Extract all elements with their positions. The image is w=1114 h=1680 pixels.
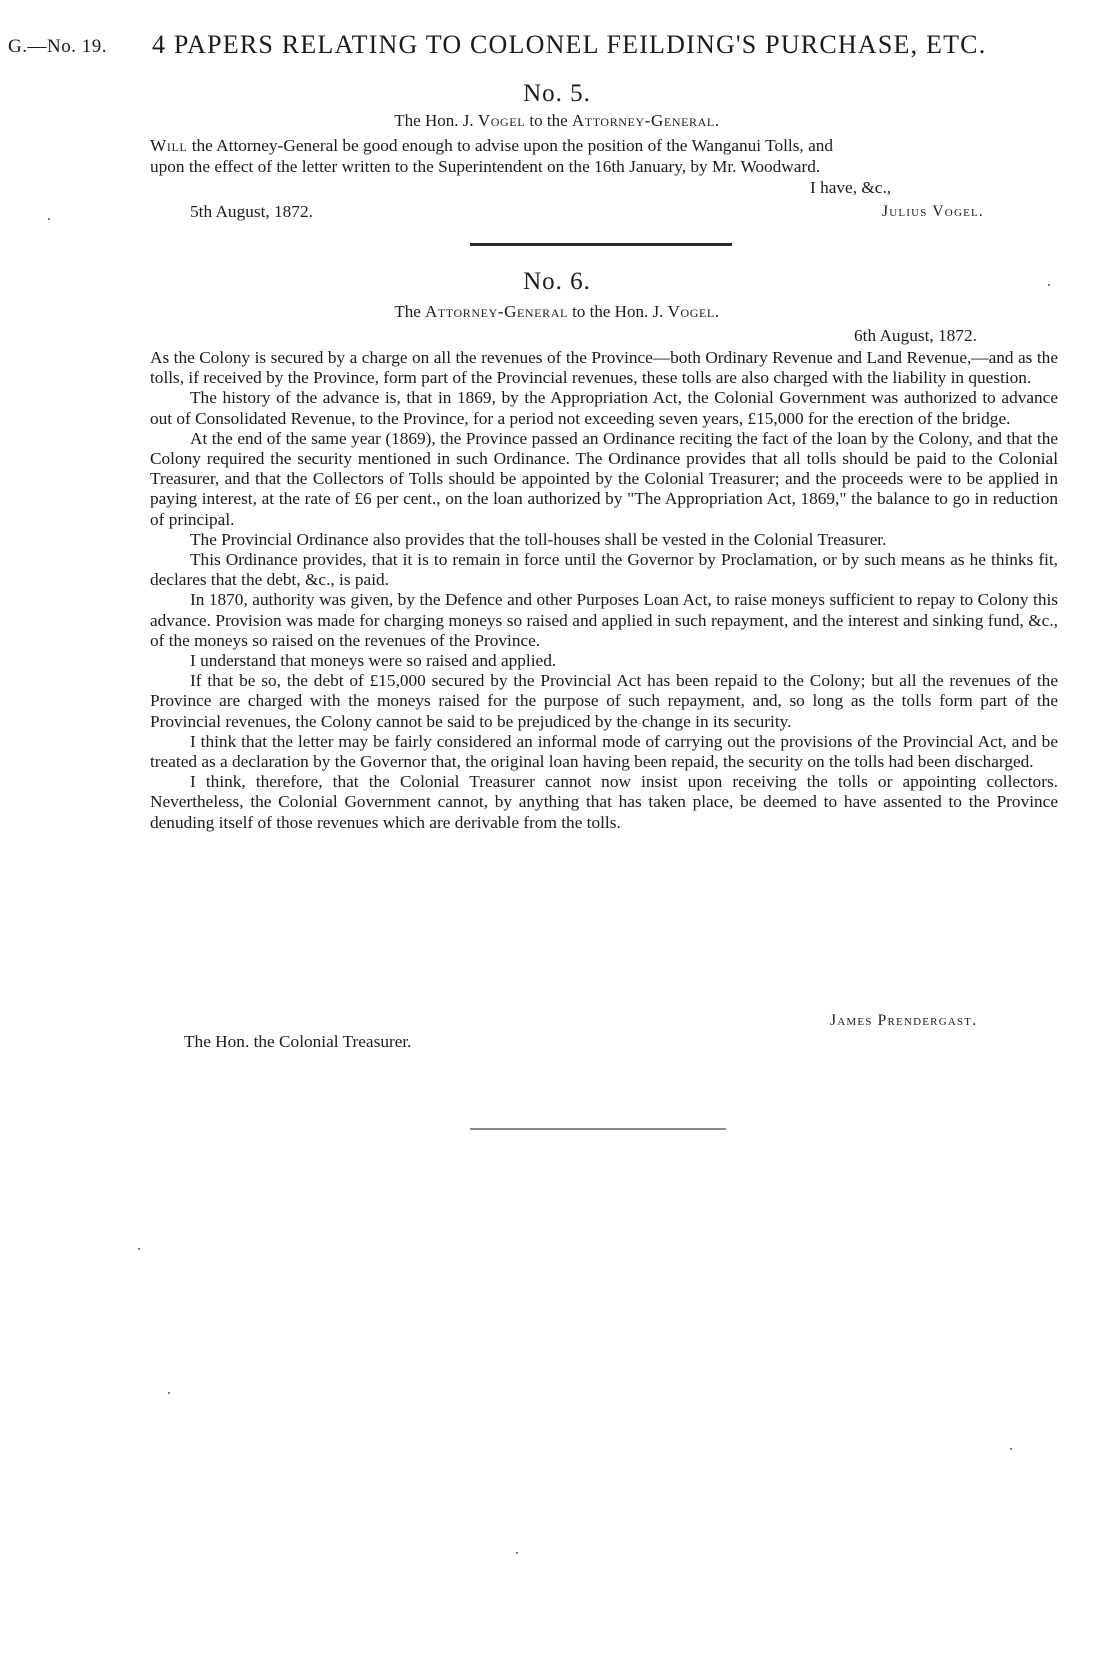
doc6-paragraph: In 1870, authority was given, by the Defence and other Purposes Loan Act, to raise moneys sufficient to repay to Colony this advance. Provision was made for charging moneys so raised and applied in such repayment, and the interest and sinking fund, &c., of the moneys so raised on the revenues of the Province. <box>150 590 1058 650</box>
doc6-paragraph: At the end of the same year (1869), the Province passed an Ordinance reciting the fact of the loan by the Colony, and that the Colony required the security mentioned in such Ordinance. The Ordinance provides that all tolls should be paid to the Colonial Treasurer, and that the Collectors of Tolls should be appointed by the Colonial Treasurer; and the proceeds were to be applied in paying interest, at the rate of £6 per cent., on the loan authorized by "The Appropriation Act, 1869," the balance to go in reduction of principal. <box>150 428 1058 529</box>
doc5-heading <box>0 111 1114 131</box>
doc6-heading-from: Attorney-General <box>425 302 568 321</box>
doc6-heading-mid: to the Hon. J. <box>567 302 668 321</box>
doc6-date: 6th August, 1872. <box>854 326 977 345</box>
doc6-paragraph: I think, therefore, that the Colonial Treasurer cannot now insist upon receiving the tolls or appointing collectors. Nevertheless, the Colonial Government cannot, by anything that has taken place, be deemed to have assented to the Province denuding itself of those revenues which are derivable from the tolls. <box>150 772 1058 832</box>
doc5-heading-pre: The Hon. J. <box>394 111 478 130</box>
doc5-body-line-1-rest: the Attorney-General be good enough to advise upon the position of the Wanganui Tolls, and <box>187 136 834 155</box>
doc5-signature: Julius Vogel. <box>882 203 985 220</box>
scan-speck <box>48 218 50 220</box>
doc5-number: No. 5. <box>523 80 591 107</box>
section-divider <box>470 243 732 246</box>
doc5-body-line-2: upon the effect of the letter written to the Superintendent on the 16th January, by Mr. Woodward. <box>150 157 821 176</box>
doc6-paragraph: I think that the letter may be fairly considered an informal mode of carrying out the provisions of the Provincial Act, and be treated as a declaration by the Governor that, the original loan having been repaid, the security on the tolls had been discharged. <box>150 731 1058 772</box>
doc6-paragraph: If that be so, the debt of £15,000 secured by the Provincial Act has been repaid to the Colony; but all the revenues of the Province are charged with the moneys raised for the purpose of such repayment, and, so long as the tolls form part of the Provincial revenues, the Colony cannot be said to be prejudiced by the change in its security. <box>150 671 1058 731</box>
doc6-heading-to: Vogel. <box>667 302 720 321</box>
page-title: 4 PAPERS RELATING TO COLONEL FEILDING'S PURCHASE, ETC. <box>152 30 987 59</box>
doc6-number: No. 6. <box>523 268 591 295</box>
doc5-closing: I have, &c., <box>810 178 892 197</box>
doc5-heading-mid: to the <box>525 111 572 130</box>
doc5-heading-to: Attorney-General. <box>571 111 720 130</box>
doc6-paragraph: The history of the advance is, that in 1869, by the Appropriation Act, the Colonial Government was authorized to advance out of Consolidated Revenue, to the Province, for a period not exceeding seven years, £15,000 for the erection of the bridge. <box>150 388 1058 428</box>
end-divider <box>470 1128 726 1130</box>
doc6-addressee: The Hon. the Colonial Treasurer. <box>184 1032 412 1051</box>
doc6-paragraph: This Ordinance provides, that it is to remain in force until the Governor by Proclamation, or by such means as he thinks fit, declares that the debt, &c., is paid. <box>150 550 1058 590</box>
doc5-body-first-word: Will <box>150 136 188 155</box>
doc6-body <box>150 348 1058 833</box>
scan-speck <box>168 1392 170 1394</box>
scan-speck <box>1010 1448 1012 1450</box>
scan-speck <box>138 1248 140 1250</box>
doc6-paragraph: The Provincial Ordinance also provides that the toll-houses shall be vested in the Colonial Treasurer. <box>190 529 887 549</box>
doc6-paragraph: As the Colony is secured by a charge on all the revenues of the Province—both Ordinary Revenue and Land Revenue,—and as the tolls, if received by the Province, form part of the Provincial revenues, these tolls are also charged with the liability in question. <box>150 348 1058 388</box>
doc6-signature: James Prendergast. <box>830 1012 978 1029</box>
doc5-heading-from: Vogel <box>477 111 526 130</box>
doc5-date: 5th August, 1872. <box>190 202 313 221</box>
doc5-body-line-1 <box>150 136 833 156</box>
scan-speck <box>516 1552 518 1554</box>
doc6-heading <box>0 302 1114 322</box>
scan-speck <box>1048 284 1050 286</box>
page-reference: G.—No. 19. <box>8 36 107 57</box>
doc6-heading-pre: The <box>394 302 425 321</box>
doc6-paragraph: I understand that moneys were so raised and applied. <box>190 651 557 671</box>
